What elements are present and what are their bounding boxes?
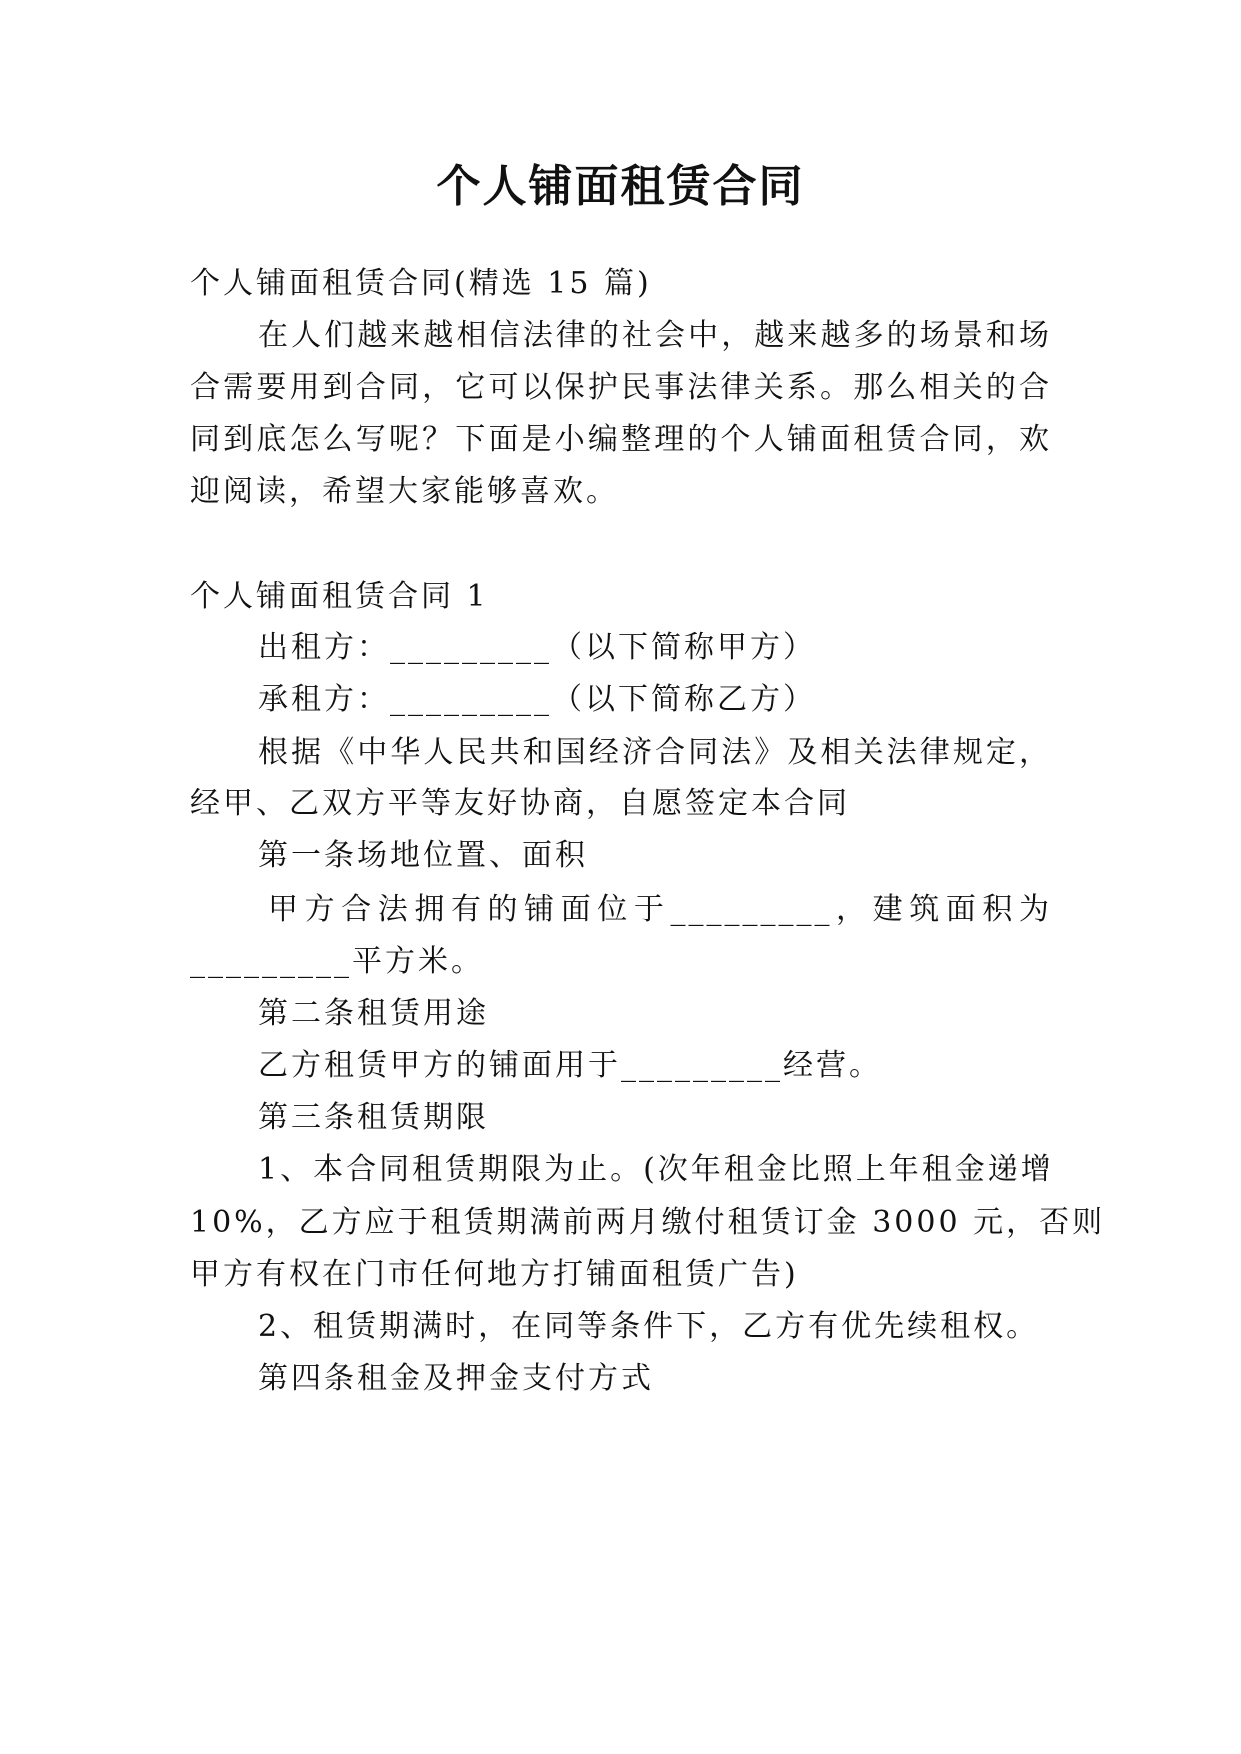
article-1-line-2: _________平方米。	[190, 944, 484, 979]
article-3-line-4: 2、租赁期满时，在同等条件下，乙方有优先续租权。	[258, 1309, 1040, 1344]
article-3-line-3: 甲方有权在门市任何地方打铺面租赁广告)	[190, 1257, 799, 1292]
intro-line-3: 同到底怎么写呢？下面是小编整理的个人铺面租赁合同，欢	[190, 422, 1052, 457]
basis-line-2: 经甲、乙双方平等友好协商，自愿签定本合同	[190, 786, 850, 821]
intro-line-1: 在人们越来越相信法律的社会中，越来越多的场景和场	[258, 318, 1052, 353]
article-4-heading: 第四条租金及押金支付方式	[258, 1361, 654, 1396]
section-heading: 个人铺面租赁合同 1	[190, 579, 489, 614]
article-2-heading: 第二条租赁用途	[258, 996, 489, 1031]
lessee-line: 承租方：_________（以下简称乙方）	[258, 682, 816, 717]
intro-line-4: 迎阅读，希望大家能够喜欢。	[190, 474, 619, 509]
basis-line-1: 根据《中华人民共和国经济合同法》及相关法律规定，	[258, 735, 1052, 770]
subtitle: 个人铺面租赁合同(精选 15 篇)	[190, 266, 652, 301]
article-1-heading: 第一条场地位置、面积	[258, 838, 588, 873]
intro-line-2: 合需要用到合同，它可以保护民事法律关系。那么相关的合	[190, 370, 1052, 405]
page-title: 个人铺面租赁合同	[436, 161, 805, 212]
article-3-line-1: 1、本合同租赁期限为止。(次年租金比照上年租金递增	[258, 1152, 1054, 1187]
lessor-line: 出租方：_________（以下简称甲方）	[258, 630, 816, 665]
article-3-line-2: 10%，乙方应于租赁期满前两月缴付租赁订金 3000 元，否则	[190, 1205, 1106, 1240]
article-1-line-1: 甲方合法拥有的铺面位于_________，建筑面积为	[268, 892, 1052, 927]
article-3-heading: 第三条租赁期限	[258, 1100, 489, 1135]
article-2-line-1: 乙方租赁甲方的铺面用于_________经营。	[258, 1048, 882, 1083]
